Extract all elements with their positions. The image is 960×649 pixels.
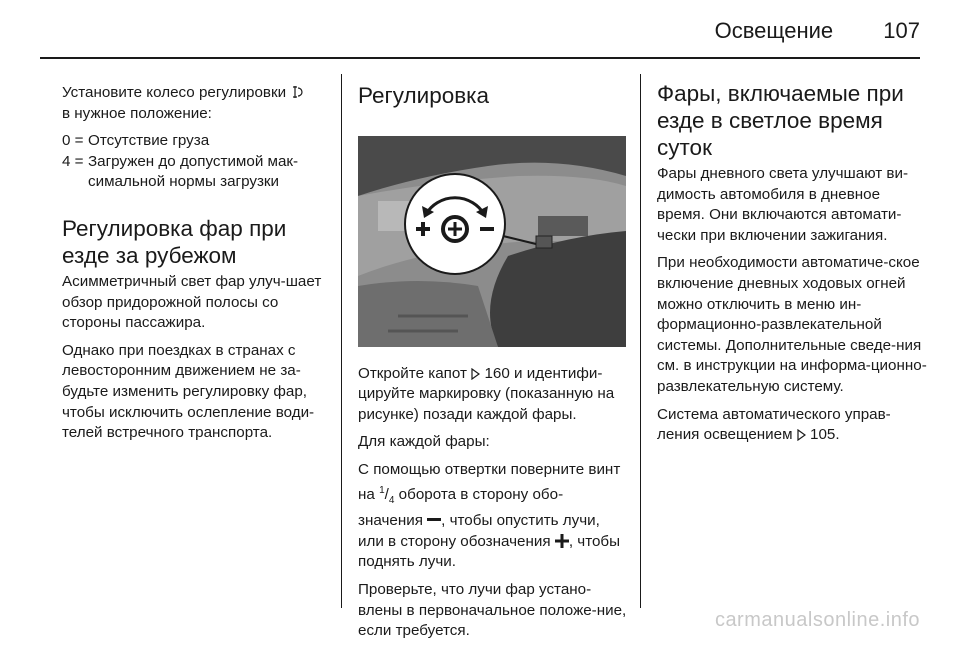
paragraph: Проверьте, что лучи фар устано-влены в первоначальное положе-ние, если требуется. — [358, 581, 627, 640]
section-heading-daytime-lights: Фары, включаемые при езде в светлое время суток — [657, 81, 904, 160]
header-divider — [40, 57, 920, 59]
page-header — [715, 18, 920, 44]
page-reference[interactable]: 105 — [810, 426, 836, 444]
intro-paragraph: Установите колесо регулировки в нужное положение: — [62, 83, 332, 124]
page-reference[interactable]: 160 — [484, 364, 510, 382]
column-divider-1 — [341, 74, 342, 608]
paragraph: Фары дневного света улучшают ви-димость автомобиля в дневное время. Они включаются автомати-чески при включении зажигания. — [657, 165, 909, 244]
section-heading-adjustment: Регулировка — [358, 83, 490, 108]
adjustment-wheel-icon — [290, 85, 304, 99]
page-reference-icon — [471, 368, 480, 380]
plus-icon — [555, 534, 569, 548]
watermark: carmanualsonline.info — [714, 609, 920, 631]
page-reference-icon — [797, 429, 806, 441]
paragraph: Откройте капот 160 и идентифи-цируйте маркировку (показанную на рисунке) позади каждой фары. — [358, 364, 615, 423]
paragraph: С помощью отвертки поверните винт на $^1/_4$ оборота в сторону обо-значения , чтобы опустить лучи, или в сторону обозначения , чтобы поднять лучи. — [358, 460, 621, 571]
paragraph: При необходимости автоматиче-ское включение дневных ходовых огней можно отключить в меню ин-формационно-развлекательной системы. Дополнительные сведе-ния см. в инструкции на информа-ционно-развлекательную систему. — [657, 254, 927, 395]
column-divider-2 — [640, 74, 641, 608]
section-heading-abroad: Регулировка фар при езде за рубежом — [62, 215, 287, 268]
column-left — [62, 83, 332, 451]
page-title: Освещение — [714, 18, 834, 43]
column-right — [657, 83, 927, 453]
paragraph: Асимметричный свет фар улуч-шает обзор придорожной полосы со стороны пассажира. — [62, 272, 322, 332]
fraction: $^1/_4$ — [379, 484, 395, 506]
column-middle — [358, 83, 628, 649]
headlight-adjustment-illustration — [358, 136, 626, 347]
page-number: 107 — [883, 18, 920, 43]
minus-icon — [427, 515, 441, 527]
paragraph: Для каждой фары: — [358, 433, 490, 451]
list-item: 4 = Загружен до допустимой мак-симальной нормы загрузки — [62, 152, 299, 191]
paragraph: Однако при поездках в странах с левосторонним движением не за-будьте изменить регулировку фар, чтобы исключить ослепление води-телей встречного транспорта. — [62, 341, 315, 442]
list-item: 0 = Отсутствие груза — [62, 132, 210, 150]
paragraph: Система автоматического управ-ления освещением 105. — [657, 405, 891, 444]
